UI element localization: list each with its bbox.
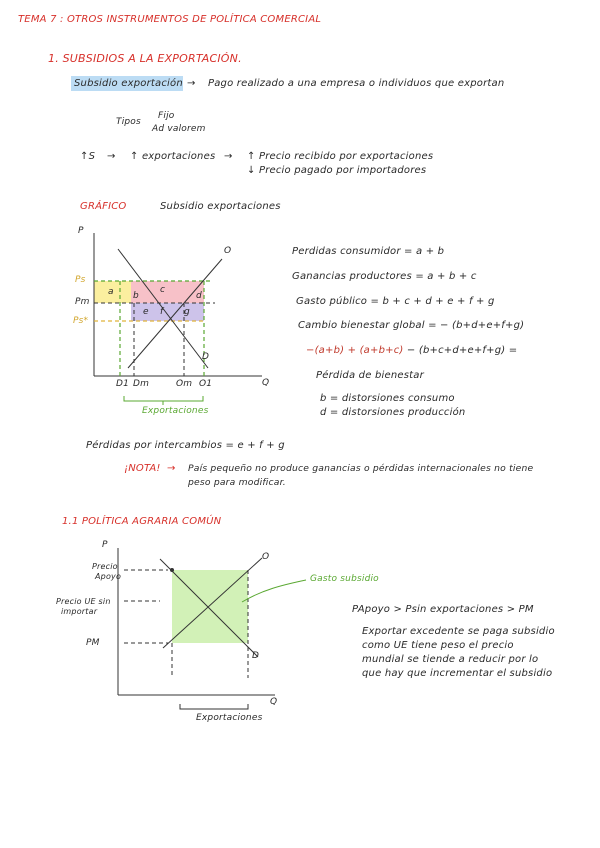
pac-text-line-3: mundial se tiende a reducir por lo xyxy=(362,654,539,665)
exports-brace-2 xyxy=(180,704,248,709)
definition-term: Subsidio exportación xyxy=(74,78,183,89)
g1-ps: Ps xyxy=(75,275,86,285)
formula-welfare-change: Cambio bienestar global = − (b+d+e+f+g) xyxy=(298,320,525,331)
note-line-1: País pequeño no produce ganancias o pérdidas internacionales no tiene xyxy=(188,463,534,474)
g1-axis-p: P xyxy=(78,226,84,236)
pac-text-line-4: que hay que incrementar el subsidio xyxy=(362,668,553,679)
g2-exports-label: Exportaciones xyxy=(196,713,263,723)
g1-curve-d: D xyxy=(202,352,210,362)
section-heading-pac: 1.1 POLÍTICA AGRARIA COMÚN xyxy=(62,516,222,527)
g1-q-d1: D1 xyxy=(116,379,130,389)
g2-p-apoyo-2: Apoyo xyxy=(95,572,122,581)
graph-title: Subsidio exportaciones xyxy=(160,201,281,212)
effect-arrow-1: → xyxy=(107,151,116,162)
g2-p-sin-1: Precio UE sin xyxy=(56,597,111,606)
g2-curve-d: D xyxy=(252,651,260,661)
page-title: TEMA 7 : OTROS INSTRUMENTOS DE POLÍTICA COMERCIAL xyxy=(18,14,322,25)
section-heading-subsidios: 1. SUBSIDIOS A LA EXPORTACIÓN. xyxy=(48,52,242,65)
pac-text-line-1: Exportar excedente se paga subsidio xyxy=(362,626,555,637)
g2-p-apoyo-1: Precio xyxy=(92,562,118,571)
g1-area-c: c xyxy=(160,285,166,295)
formula-production-distortion: d = distorsiones producción xyxy=(320,407,466,418)
g1-exports-label: Exportaciones xyxy=(142,406,209,416)
g1-area-d: d xyxy=(196,291,202,301)
formula-public-spending: Gasto público = b + c + d + e + f + g xyxy=(296,296,495,307)
g1-area-f: f xyxy=(160,307,164,317)
terms-of-trade-loss: Pérdidas por intercambios = e + f + g xyxy=(86,440,285,451)
types-label: Tipos xyxy=(116,117,141,127)
g2-axis-q: Q xyxy=(270,697,278,707)
g1-q-o1: O1 xyxy=(199,379,213,389)
effect-price-received: ↑ Precio recibido por exportaciones xyxy=(247,151,434,162)
formula-consumption-distortion: b = distorsiones consumo xyxy=(320,393,455,404)
support-point xyxy=(170,568,174,572)
effect-arrow-2: → xyxy=(224,151,233,162)
g1-pm: Pm xyxy=(75,297,90,307)
g1-area-a: a xyxy=(108,287,114,297)
g1-axis-q: Q xyxy=(262,378,270,388)
note-label: ¡NOTA! xyxy=(124,463,161,474)
g1-area-b: b xyxy=(133,291,139,301)
g1-area-g: g xyxy=(184,307,190,317)
definition-text: Pago realizado a una empresa o individuos que exportan xyxy=(208,78,505,89)
formula-welfare-loss: Pérdida de bienestar xyxy=(316,370,424,381)
note-arrow: → xyxy=(167,463,176,474)
definition-arrow: → xyxy=(187,78,196,89)
formula-welfare-calc-part2: − (b+c+d+e+f+g) = xyxy=(403,345,518,356)
graph-label: GRÁFICO xyxy=(80,201,127,212)
subsidy-arrow xyxy=(242,580,306,602)
effect-s: ↑S xyxy=(80,151,96,162)
type-ad-valorem: Ad valorem xyxy=(152,124,206,134)
g1-area-e: e xyxy=(143,307,149,317)
formula-welfare-calc-part1: −(a+b) + (a+b+c) xyxy=(306,345,404,356)
note-line-2: peso para modificar. xyxy=(188,477,286,488)
g1-q-om: Om xyxy=(176,379,193,389)
type-fijo: Fijo xyxy=(158,111,175,121)
formula-producer-gain: Ganancias productores = a + b + c xyxy=(292,271,477,282)
g2-pm: PM xyxy=(86,638,100,648)
g2-curve-o: O xyxy=(262,552,270,562)
effect-exports: ↑ exportaciones xyxy=(130,151,216,162)
g1-curve-o: O xyxy=(224,246,232,256)
effect-price-paid: ↓ Precio pagado por importadores xyxy=(247,165,427,176)
pac-inequality: PApoyo > Psin exportaciones > PM xyxy=(352,604,534,615)
g1-ps-star: Ps* xyxy=(73,316,89,326)
g2-subsidy-label: Gasto subsidio xyxy=(310,574,379,584)
g1-q-dm: Dm xyxy=(133,379,150,389)
formula-consumer-loss: Perdidas consumidor = a + b xyxy=(292,246,445,257)
pac-text-line-2: como UE tiene peso el precio xyxy=(362,640,514,651)
g2-axis-p: P xyxy=(102,540,108,550)
g2-p-sin-2: importar xyxy=(61,607,98,616)
